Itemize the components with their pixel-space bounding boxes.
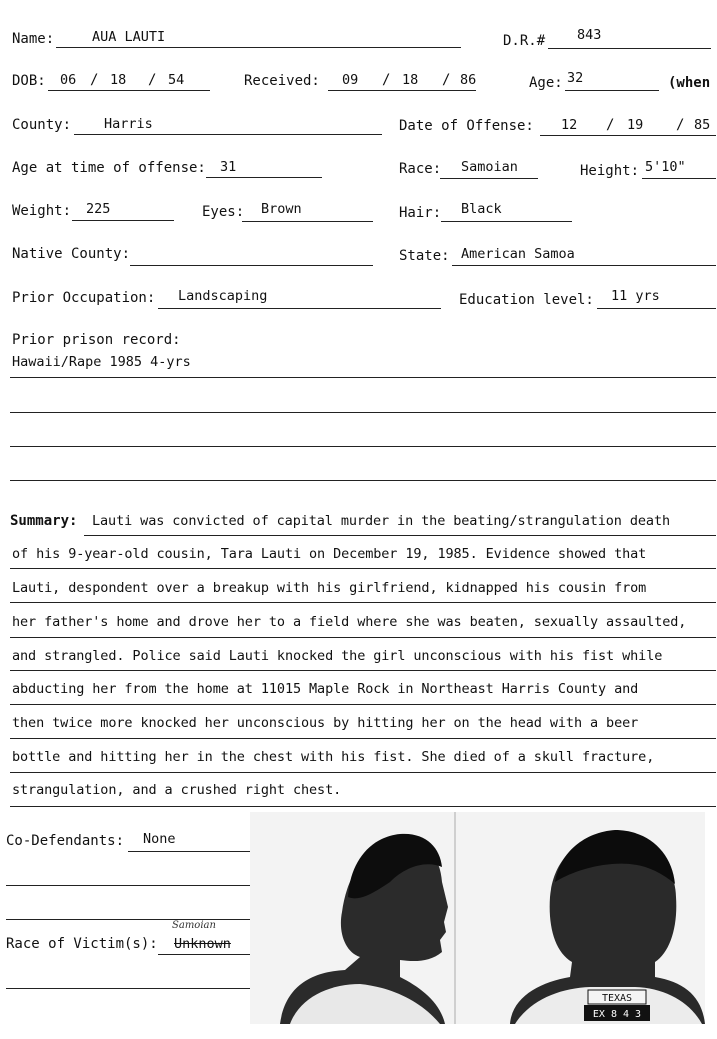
placard-line2: EX 8 4 3 [592, 1009, 642, 1020]
summary-underline [10, 738, 716, 739]
weight-underline [72, 220, 174, 221]
summary-underline [84, 535, 716, 536]
summary-label: Summary: [10, 513, 78, 529]
education-label: Education level: [459, 292, 594, 308]
offense-year: 85 [694, 117, 711, 133]
race-label: Race: [399, 161, 442, 177]
age-note: (when [668, 75, 711, 91]
record-line [10, 446, 716, 447]
hair-label: Hair: [399, 205, 442, 221]
received-day: 18 [402, 72, 419, 88]
dob-slash: / [90, 72, 99, 88]
dr-underline [548, 48, 711, 49]
record-line [10, 412, 716, 413]
summary-underline [10, 670, 716, 671]
offense-underline [540, 135, 716, 136]
placard-line1: TEXAS [601, 993, 633, 1004]
age-label: Age: [529, 75, 563, 91]
weight-label: Weight: [12, 203, 72, 219]
name-value: AUA LAUTI [92, 29, 166, 45]
county-value: Harris [104, 116, 153, 132]
summary-line: strangulation, and a crushed right chest. [12, 782, 342, 798]
dob-label: DOB: [12, 73, 46, 89]
height-underline [642, 178, 716, 179]
race-of-victim-underline [158, 954, 250, 955]
summary-line: and strangled. Police said Lauti knocked the girl unconscious with his fist while [12, 648, 663, 664]
hair-underline [441, 221, 572, 222]
age-at-offense-underline [206, 177, 322, 178]
weight-value: 225 [86, 201, 111, 217]
codefendants-label: Co-Defendants: [6, 833, 125, 849]
received-month: 09 [342, 72, 359, 88]
received-label: Received: [244, 73, 320, 89]
offense-month: 12 [561, 117, 578, 133]
dob-day: 18 [110, 72, 127, 88]
age-underline [565, 90, 659, 91]
summary-underline [10, 772, 716, 773]
date-of-offense-label: Date of Offense: [399, 118, 534, 134]
dob-month: 06 [60, 72, 77, 88]
prior-record-label: Prior prison record: [12, 332, 181, 348]
summary-underline [10, 602, 716, 603]
codefendants-value: None [143, 831, 176, 847]
dob-year: 54 [168, 72, 185, 88]
mugshot-illustration [250, 812, 705, 1024]
race-value: Samoian [461, 159, 518, 175]
received-underline [328, 90, 476, 91]
eyes-label: Eyes: [202, 204, 245, 220]
mugshot-photo [250, 812, 705, 1024]
record-line [10, 377, 716, 378]
race-of-victim-label: Race of Victim(s): [6, 936, 158, 952]
summary-underline [10, 637, 716, 638]
codefendants-line [6, 885, 250, 886]
dr-value: 843 [577, 27, 602, 43]
native-county-underline [130, 265, 373, 266]
education-underline [597, 308, 716, 309]
summary-underline [10, 568, 716, 569]
prior-record-value: Hawaii/Rape 1985 4-yrs [12, 354, 191, 370]
summary-line: Lauti, despondent over a breakup with his girlfriend, kidnapped his cousin from [12, 580, 647, 596]
summary-line: abducting her from the home at 11015 Maple Rock in Northeast Harris County and [12, 681, 639, 697]
prior-occupation-label: Prior Occupation: [12, 290, 156, 306]
height-value: 5'10" [645, 159, 686, 175]
state-value: American Samoa [461, 246, 575, 262]
dr-label: D.R.# [503, 33, 546, 49]
hair-value: Black [461, 201, 502, 217]
codefendants-underline [128, 851, 250, 852]
county-underline [74, 134, 382, 135]
summary-underline [10, 704, 716, 705]
race-of-victim-value: Unknown [174, 936, 231, 952]
state-label: State: [399, 248, 450, 264]
age-at-offense-value: 31 [220, 159, 237, 175]
received-slash: / [382, 72, 391, 88]
eyes-value: Brown [261, 201, 302, 217]
summary-line: her father's home and drove her to a field where she was beaten, sexually assaulted, [12, 614, 687, 630]
prior-occupation-underline [158, 308, 441, 309]
summary-line: Lauti was convicted of capital murder in the beating/strangulation death [92, 513, 670, 529]
offense-slash: / [606, 117, 615, 133]
dob-underline [48, 90, 210, 91]
summary-line: bottle and hitting her in the chest with his fist. She died of a skull fracture, [12, 749, 655, 765]
age-at-offense-label: Age at time of offense: [12, 160, 206, 176]
record-line [10, 480, 716, 481]
summary-line: of his 9-year-old cousin, Tara Lauti on December 19, 1985. Evidence showed that [12, 546, 647, 562]
education-value: 11 yrs [611, 288, 660, 304]
age-value: 32 [567, 70, 584, 86]
prior-occupation-value: Landscaping [178, 288, 268, 304]
summary-line: then twice more knocked her unconscious by hitting her on the head with a beer [12, 715, 639, 731]
victim-line [6, 988, 250, 989]
offense-slash: / [676, 117, 685, 133]
summary-underline [10, 806, 716, 807]
name-underline [56, 47, 461, 48]
race-underline [440, 178, 538, 179]
received-slash: / [442, 72, 451, 88]
eyes-underline [242, 221, 373, 222]
received-year: 86 [460, 72, 477, 88]
dob-slash: / [148, 72, 157, 88]
native-county-label: Native County: [12, 246, 131, 262]
offense-day: 19 [627, 117, 644, 133]
county-label: County: [12, 117, 72, 133]
height-label: Height: [580, 163, 640, 179]
name-label: Name: [12, 31, 55, 47]
race-of-victim-handwritten: Samoian [172, 920, 216, 931]
state-underline [452, 265, 716, 266]
